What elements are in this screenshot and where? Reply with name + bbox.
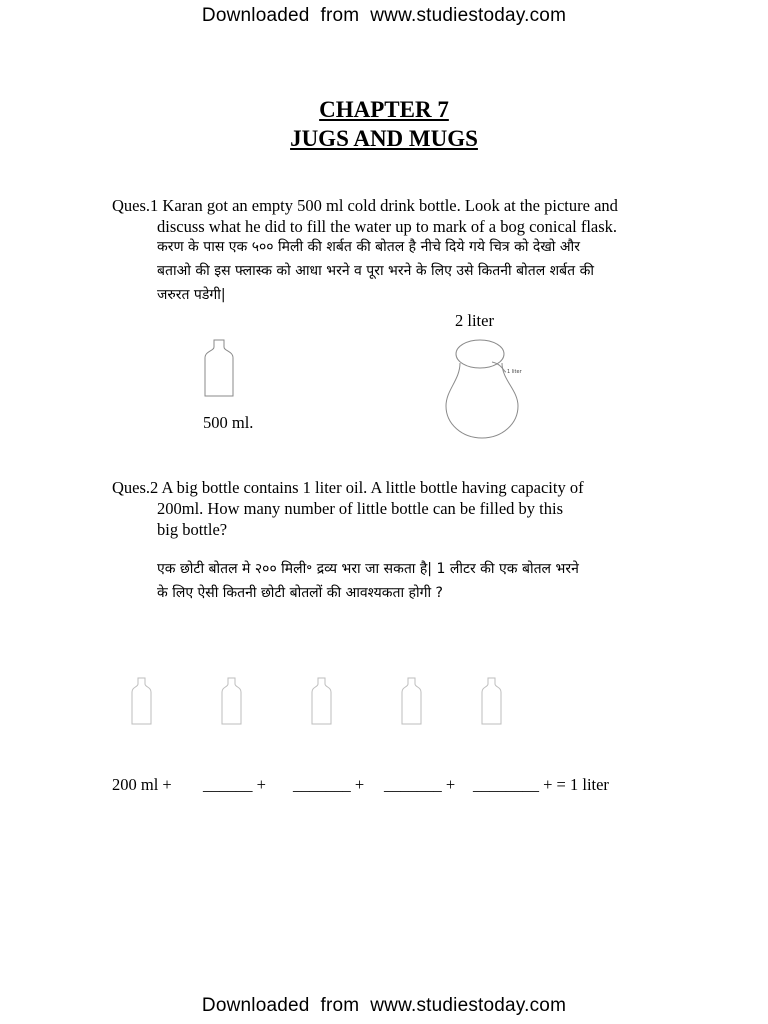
- q1-text-line1: [112, 195, 618, 216]
- q1-hindi-line1: करण के पास एक ५०० मिली की शर्बत की बोतल है नीचे दिये गये चित्र को देखो और: [157, 239, 580, 255]
- q1-hindi-line2: बताओ की इस फ्लास्क को आधा भरने व पूरा भरने के लिए उसे कितनी बोतल शर्बत की: [157, 263, 594, 279]
- q1-label: Ques.1: [112, 196, 159, 215]
- cold-drink-bottle-illustration: [200, 338, 240, 400]
- q1-text-start: Karan got an empty 500 ml cold drink bottle. Look at the picture and: [162, 196, 618, 215]
- q2-text-line2: 200ml. How many number of little bottle can be filled by this: [157, 499, 564, 518]
- equation-blank-4: ________ + = 1 liter: [473, 775, 609, 794]
- q2-hindi-line1: एक छोटी बोतल मे २०० मिली॰ द्रव्य भरा जा सकता है| 1 लीटर की एक बोतल भरने: [157, 561, 579, 577]
- q2-label: Ques.2: [112, 478, 159, 497]
- flask-tag: 1 liter: [507, 369, 522, 375]
- small-bottle-illustration: [480, 676, 504, 726]
- q2-hindi-line2: के लिए ऐसी कितनी छोटी बोतलों की आवश्यकता होगी ?: [157, 585, 443, 601]
- small-bottle-illustration: [220, 676, 244, 726]
- small-bottle-illustration: [130, 676, 154, 726]
- header-download-text: Downloaded from www.studiestoday.com: [201, 5, 567, 26]
- q2-text-line3: big bottle?: [157, 520, 228, 539]
- q1-text-line2: discuss what he did to fill the water up to mark of a bog conical flask.: [157, 217, 618, 236]
- equation-blank-2: _______ +: [293, 775, 365, 794]
- equation-start: 200 ml +: [112, 775, 172, 794]
- flask-label: 2 liter: [455, 311, 494, 330]
- bottle-label: 500 ml.: [203, 413, 254, 432]
- small-bottle-illustration: [400, 676, 424, 726]
- small-bottle-illustration: [310, 676, 334, 726]
- footer-download-text: Downloaded from www.studiestoday.com: [201, 995, 567, 1016]
- q2-text-start: A big bottle contains 1 liter oil. A little bottle having capacity of: [161, 478, 584, 497]
- chapter-title: JUGS AND MUGS: [290, 126, 478, 151]
- q2-text-line1: [112, 477, 584, 498]
- conical-flask-illustration: [440, 336, 530, 442]
- equation-blank-3: _______ +: [384, 775, 456, 794]
- q1-hindi-line3: जरुरत पडेगी|: [157, 287, 226, 303]
- equation-blank-1: ______ +: [203, 775, 266, 794]
- chapter-number: CHAPTER 7: [319, 97, 449, 122]
